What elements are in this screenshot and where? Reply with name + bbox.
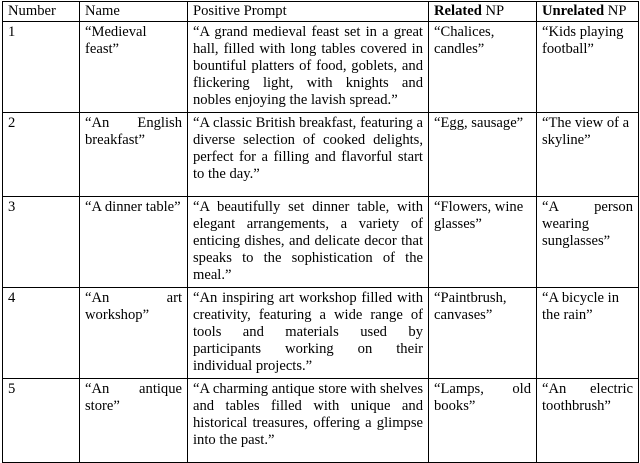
cell-name: “An antique store” [80,379,188,463]
cell-related-np: “Paintbrush, canvases” [429,288,537,379]
cell-number: 2 [3,113,80,197]
cell-number: 1 [3,22,80,113]
cell-related-np: “Lamps, old books” [429,379,537,463]
cell-positive-prompt: “An inspiring art workshop filled with creativity, featuring a wide range of tools and materials used by participants working on their individual projects.” [188,288,429,379]
cell-positive-prompt: “A grand medieval feast set in a great hall, filled with long tables covered in bountiful platters of food, goblets, and flickering light, with knights and nobles enjoying the lavish spread.” [188,22,429,113]
cell-number: 4 [3,288,80,379]
cell-related-np: “Egg, sausage” [429,113,537,197]
table-row [3,197,639,288]
cell-related-np: “Chalices, candles” [429,22,537,113]
cell-unrelated-np: “An electric toothbrush” [537,379,639,463]
cell-name: “A dinner table” [80,197,188,288]
cell-name: “Medieval feast” [80,22,188,113]
table-row [3,22,639,113]
table-row [3,288,639,379]
cell-name: “An art workshop” [80,288,188,379]
cell-unrelated-np: “A bicycle in the rain” [537,288,639,379]
table-row [3,113,639,197]
header-positive-prompt: Positive Prompt [188,2,429,22]
header-unrelated-np [537,2,639,22]
cell-positive-prompt: “A charming antique store with shelves and tables filled with unique and historical treasures, offering a glimpse into the past.” [188,379,429,463]
cell-positive-prompt: “A beautifully set dinner table, with elegant arrangements, a variety of enticing dishes, and delicate decor that speaks to the sophistication of the meal.” [188,197,429,288]
header-unrelated-np-bold: Unrelated [542,3,605,19]
header-related-np-bold: Related [434,3,482,19]
header-related-np-suffix: NP [481,3,505,19]
cell-number: 3 [3,197,80,288]
cell-related-np: “Flowers, wine glasses” [429,197,537,288]
prompt-table [2,1,639,463]
header-number: Number [3,2,80,22]
cell-unrelated-np: “A person wearing sunglasses” [537,197,639,288]
table-row [3,379,639,463]
header-related-np [429,2,537,22]
cell-unrelated-np: “Kids playing football” [537,22,639,113]
cell-number: 5 [3,379,80,463]
cell-name: “An English breakfast” [80,113,188,197]
header-name: Name [80,2,188,22]
header-row [3,2,639,22]
cell-positive-prompt: “A classic British breakfast, featuring a diverse selection of cooked delights, perfect for a filling and flavorful start to the day.” [188,113,429,197]
cell-unrelated-np: “The view of a skyline” [537,113,639,197]
header-unrelated-np-suffix: NP [604,3,627,19]
